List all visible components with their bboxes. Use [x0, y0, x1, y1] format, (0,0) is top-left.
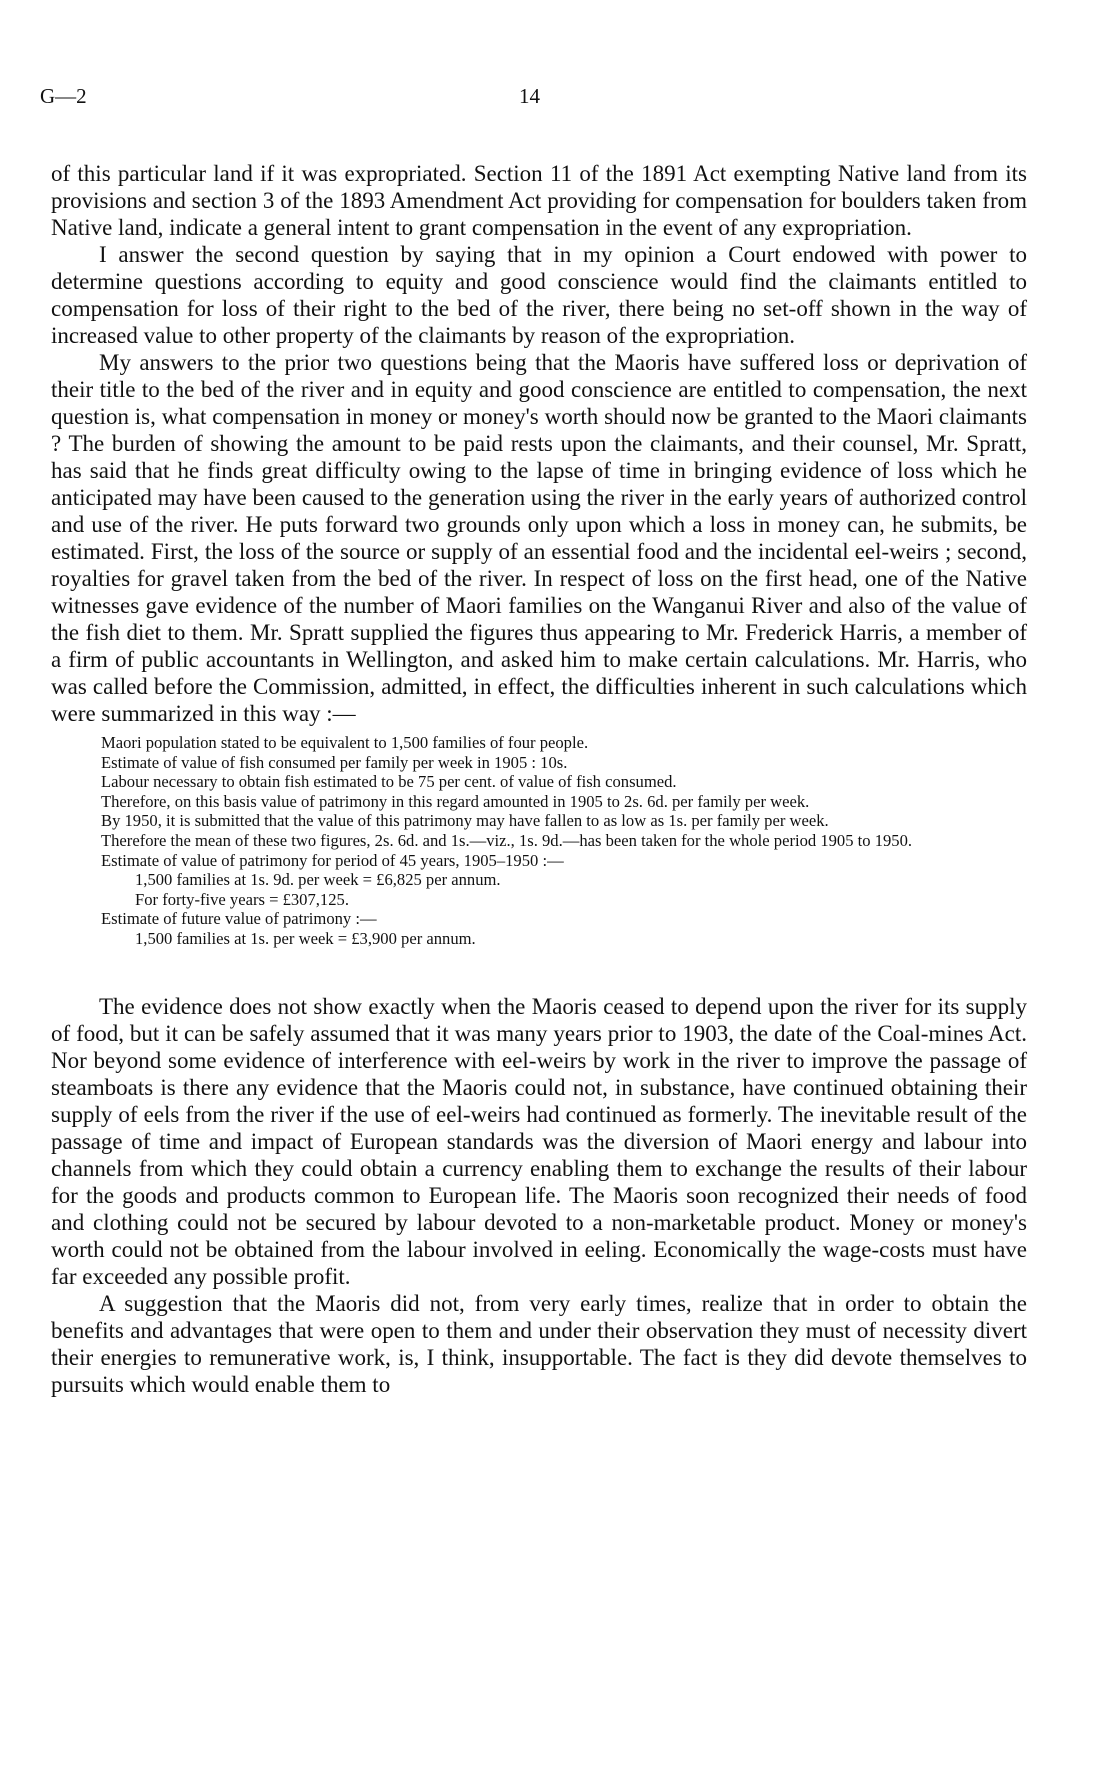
calc-line: Labour necessary to obtain fish estimated to be 75 per cent. of value of fish consumed.: [101, 772, 677, 792]
calc-line: By 1950, it is submitted that the value of this patrimony may have fallen to as low as 1s. per family per week.: [101, 811, 829, 831]
calc-line: 1,500 families at 1s. per week = £3,900 per annum.: [135, 928, 476, 948]
calc-line: Therefore, on this basis value of patrimony in this regard amounted in 1905 to 2s. 6d. per family per week.: [101, 791, 810, 811]
calc-line: Estimate of future value of patrimony :—: [101, 909, 377, 929]
paragraph-compensation: My answers to the prior two questions being that the Maoris have suffered loss or deprivation of their title to the bed of the river and in equity and good conscience are entitled to compensation, the next question is, what compensation in money or money's worth should now be granted to the Maori claimants ? The burden of showing the amount to be paid rests upon the claimants, and their counsel, Mr. Spratt, has said that he finds great difficulty owing to the lapse of time in bringing evidence of loss which he anticipated may have been caused to the generation using the river in the early years of authorized control and use of the river. He puts forward two grounds only upon which a loss in money can, he submits, be estimated. First, the loss of the source or supply of an essential food and the incidental eel-weirs ; second, royalties for gravel taken from the bed of the river. In respect of loss on the first head, one of the Native witnesses gave evidence of the number of Maori families on the Wanganui River and also of the value of the fish diet to them. Mr. Spratt supplied the figures thus appearing to Mr. Frederick Harris, a member of a firm of public accountants in Wellington, and asked him to make certain calculations. Mr. Harris, who was called before the Commission, admitted, in effect, the difficulties inherent in such calculations which were summarized in this way :—: [51, 350, 1027, 726]
calc-line: Maori population stated to be equivalent to 1,500 families of four people.: [101, 733, 589, 752]
calculation-summary: [51, 733, 1027, 949]
paragraph-second-question: I answer the second question by saying that in my opinion a Court endowed with power to determine questions according to equity and good conscience would find the claimants entitled to compensation for loss of their right to the bed of the river, there being no set-off shown in the way of increased value to other property of the claimants by reason of the expropriation.: [51, 242, 1027, 348]
page-number: 14: [519, 84, 540, 108]
paragraph-suggestion: A suggestion that the Maoris did not, from very early times, realize that in order to obtain the benefits and advantages that were open to them and under their observation they must of necessity divert their energies to remunerative work, is, I think, insupportable. The fact is they did devote themselves to pursuits which would enable them to: [51, 1290, 1027, 1397]
document-code: G—2: [40, 84, 87, 108]
calc-line: Therefore the mean of these two figures, 2s. 6d. and 1s.—viz., 1s. 9d.—has been taken for the whole period 1905 to 1950.: [101, 830, 913, 850]
calc-line: For forty-five years = £307,125.: [135, 889, 349, 909]
paragraph-evidence: The evidence does not show exactly when the Maoris ceased to depend upon the river for its supply of food, but it can be safely assumed that it was many years prior to 1903, the date of the Coal-mines Act. Nor beyond some evidence of interference with eel-weirs by work in the river to improve the passage of steamboats is there any evidence that the Maoris could not, in substance, have continued obtaining their supply of eels from the river if the use of eel-weirs had continued as formerly. The inevitable result of the passage of time and impact of European standards was the diversion of Maori energy and labour into channels from which they could obtain a currency enabling them to exchange the results of their labour for the goods and products common to European life. The Maoris soon recognized their needs of food and clothing could not be secured by labour devoted to a non-marketable product. Money or money's worth could not be obtained from the labour involved in eeling. Economically the wage-costs must have far exceeded any possible profit.: [51, 993, 1027, 1289]
paragraph-continued: of this particular land if it was expropriated. Section 11 of the 1891 Act exempting Native land from its provisions and section 3 of the 1893 Amendment Act providing for compensation for boulders taken from Native land, indicate a general intent to grant compensation in the event of any expropriation.: [51, 161, 1027, 240]
calc-line: 1,500 families at 1s. 9d. per week = £6,825 per annum.: [135, 870, 501, 890]
calc-line: Estimate of value of fish consumed per family per week in 1905 : 10s.: [101, 752, 568, 772]
page-header: [40, 84, 1040, 116]
body-text: [51, 160, 1027, 1398]
calc-line: Estimate of value of patrimony for period of 45 years, 1905–1950 :—: [101, 850, 564, 870]
section-spacer: [51, 949, 1027, 993]
